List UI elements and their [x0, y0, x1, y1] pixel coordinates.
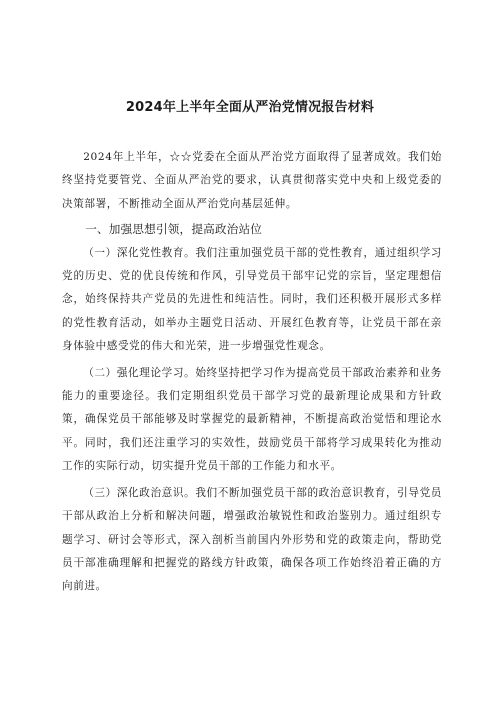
- paragraph-political-awareness: （三）深化政治意识。我们不断加强党员干部的政治意识教育，引导党员干部从政治上分析和解决问题，增强政治敏锐性和政治鉴别力。通过组织专题学习、研讨会等形式，深入剖析当前国内外形势和党的政策走向，帮助党员干部准确理解和把握党的路线方针政策，确保各项工作始终沿着正确的方向前进。: [62, 486, 442, 593]
- paragraph-party-spirit: （一）深化党性教育。我们注重加强党员干部的党性教育，通过组织学习党的历史、党的优良传统和作风，引导党员干部牢记党的宗旨，坚定理想信念，始终保持共产党员的先进性和纯洁性。同时，我们还积极开展形式多样的党性教育活动，如举办主题党日活动、开展红色教育等，让党员干部在亲身体验中感受党的伟大和光荣，进一步增强党性观念。: [62, 246, 442, 353]
- paragraph-theory-study: （二）强化理论学习。始终坚持把学习作为提高党员干部政治素养和业务能力的重要途径。我们定期组织党员干部学习党的最新理论成果和方针政策，确保党员干部能够及时掌握党的最新精神，不断提高政治觉悟和理论水平。同时，我们还注重学习的实效性，鼓励党员干部将学习成果转化为推动工作的实际行动，切实提升党员干部的工作能力和水平。: [62, 366, 442, 473]
- section-heading: 一、加强思想引领，提高政治站位: [85, 222, 263, 237]
- document-title: 2024年上半年全面从严治党情况报告材料: [125, 100, 375, 115]
- intro-paragraph: 2024年上半年，☆☆党委在全面从严治党方面取得了显著成效。我们始终坚持党要管党、全面从严治党的要求，认真贯彻落实党中央和上级党委的决策部署，不断推动全面从严治党向基层延伸。: [62, 151, 442, 210]
- document-body: [62, 146, 442, 599]
